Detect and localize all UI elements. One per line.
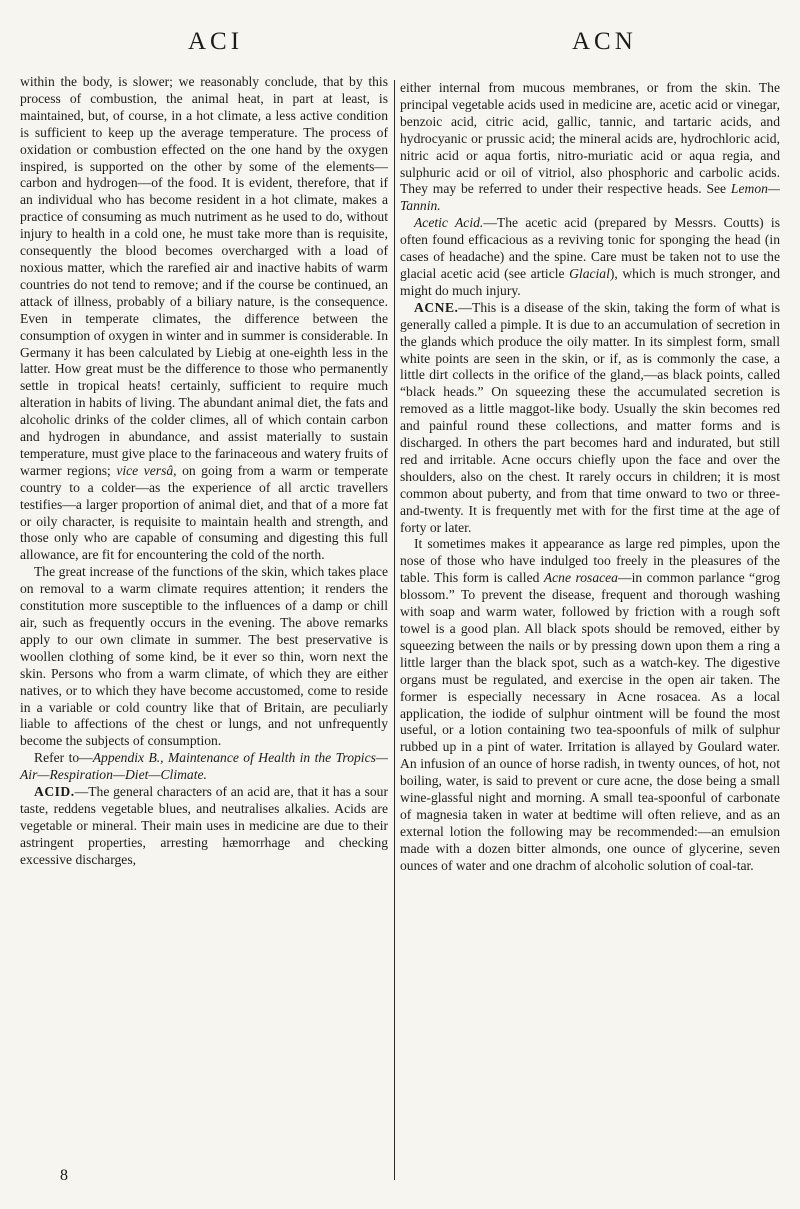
entry-acid — [20, 784, 388, 869]
entry-body: ), which is much stronger, and might do much injury. — [400, 265, 781, 298]
page-number: 8 — [60, 1167, 68, 1184]
italic-phrase: vice versâ, — [116, 462, 177, 478]
entry-heading-acne: ACNE. — [414, 299, 459, 315]
entry-heading-acetic-acid: Acetic Acid. — [414, 215, 484, 231]
paragraph-oxidation — [20, 74, 388, 564]
entry-body: —The acetic acid (prepared by Messrs. Coutts) is often found efficacious as a reviving tonic for sponging the head (in cases of headache) and the spine. Care must be taken not to use the glacial acetic acid (see article — [400, 215, 781, 281]
cross-reference: Lemon—Tannin. — [400, 181, 780, 214]
italic-term: Acne rosacea — [543, 570, 618, 586]
running-head-right: ACN — [572, 28, 637, 55]
paragraph-text: on going from a warm or temperate country to a colder—as the experience of all arctic travellers testifies—a larger proportion of animal diet, and that of a more fat or oily character, is requisite to maintain health and strength, and those only who are capable of consuming and digesting this full allowance, are fit for encountering the cold of the north. — [20, 462, 388, 563]
running-head — [0, 28, 800, 68]
paragraph-text: It sometimes makes it appearance as large red pimples, upon the nose of those who have indulged too freely in the pleasures of the table. This form is called — [400, 536, 780, 586]
reference-citation: Appendix B., Maintenance of Health in the Tropics—Air—Respiration—Diet—Climate. — [20, 750, 388, 783]
paragraph-text: —in common parlance “grog blossom.” To prevent the disease, frequent and thorough washing with soap and warm water, followed by friction with a rough soft towel is a good plan. All black spots should be removed, either by squeezing between the nails or by pressing down upon them a ring a little larger than the black spot, such as a watch-key. The digestive organs must be regulated, and exercise in the open air taken. The former is especially necessary in Acne rosacea. As a local application, the iodide of sulphur ointment will be found the most useful, or a lotion containing two tea-spoonfuls of milk of sulphur rubbed up in a pint of water. Irritation is allayed by Goulard water. An infusion of an ounce of horse radish, in twenty ounces, of hot, not boiling, water, is said to prevent or cure acne, the dose being a small wine-glassful night and morning. A small tea-spoonful of carbonate of magnesia taken in water at bedtime will often relieve, and as an external lotion the following may be recommended:—an emulsion made with a dozen bitter almonds, one ounce of glycerine, seven ounces of water and one drachm of alcoholic solution of coal-tar. — [400, 570, 780, 873]
paragraph-acne-rosacea — [400, 536, 780, 874]
entry-body: —This is a disease of the skin, taking the form of what is generally called a pimple. It is due to an accumulation of secretion in the glands which produce the oily matter. In its simplest form, small white points are seen in the skin, or if, as is commonly the case, a little dirt collects in the orifice of the gland,—as black points, called “black heads.” On squeezing these the accumulated secretion is removed as a little maggot-like body. Usually the skin becomes red and painful round these collections, and matter forms and is discharged. In others the part becomes hard and indurated, but still red and irritable. Acne occurs chiefly upon the face and over the shoulders, also on the chest. It rarely occurs in children; it is most common about puberty, and from that time onward to two or three-and-twenty. It is frequently met with for the first time at the age of forty or later. — [400, 299, 780, 535]
paragraph-reference — [20, 750, 388, 784]
right-column — [400, 80, 780, 875]
running-head-left: ACI — [188, 28, 244, 55]
entry-body: —The general characters of an acid are, that it has a sour taste, reddens vegetable blues, and neutralises alkalies. Acids are vegetable or mineral. Their main uses in medicine are due to their astringent properties, arresting hæmorrhage and checking excessive discharges, — [20, 784, 388, 867]
reference-lead: Refer to— — [34, 750, 93, 766]
paragraph-text: either internal from mucous membranes, or from the skin. The principal vegetable acids used in medicine are, acetic acid or vinegar, benzoic acid, citric acid, gallic, tannic, and tartaric acids, and hydrocyanic or prussic acid; the mineral acids are, hydrochloric acid, nitric acid or aqua fortis, nitro-muriatic acid or aqua regia, and sulphuric acid or oil of vitriol, also phosphoric and carbolic acids. They may be referred to under their respective heads. See — [400, 80, 780, 197]
left-column — [20, 74, 388, 869]
paragraph-text: within the body, is slower; we reasonably conclude, that by this process of combustion, the animal heat, in part at least, is maintained, but, of course, in a hot climate, a less active condition is sufficient to keep up the average temperature. The process of oxidation or combustion effected on the one hand by the oxygen inspired, is supported on the other by some of the elements—carbon and hydrogen—of the food. It is evident, therefore, that if an individual who has become resident in a hot climate, makes a practice of consuming as much nutriment as he used to do, without injury to health in a cold one, he must take more than is requisite, consequently the blood becomes overcharged with a load of noxious matter, which the rarefied air and inactive habits of warm countries do not tend to remove; and if the course be continued, an attack of illness, probably of a biliary nature, is the consequence. Even in temperate climates, the difference between the consumption of oxygen in winter and in summer is considerable. In Germany it has been calculated by Liebig at one-eighth less in the latter. How great must be the difference to those who permanently settle in tropical heats! certainly, sufficient to require much alteration in habits of living. The abundant animal diet, the fats and alcoholic drinks of the colder climes, all of which contain carbon and hydrogen in abundance, and assist materially to sustain temperature, must give place to the farinaceous and watery fruits of warmer regions; — [20, 74, 388, 478]
paragraph-acids-continued — [400, 80, 780, 215]
column-divider — [394, 80, 395, 1180]
entry-acetic-acid — [400, 215, 780, 300]
cross-reference: Glacial — [569, 265, 610, 281]
entry-heading-acid: ACID. — [34, 784, 75, 800]
entry-acne — [400, 300, 780, 537]
paragraph-skin-functions: The great increase of the functions of the skin, which takes place on removal to a warm climate requires attention; it renders the constitution more susceptible to the influences of a damp or chill air, such as frequently occurs in the evening. The above remarks apply to our own climate in summer. The best preservative is woollen clothing of some kind, be it ever so thin, worn next the skin. Persons who from a warm climate, of which they are either natives, or to which they have become accustomed, come to reside in a variable or cold country like that of Britain, are peculiarly liable to affections of the chest or lungs, and not unfrequently become the subjects of consumption. — [20, 564, 388, 749]
